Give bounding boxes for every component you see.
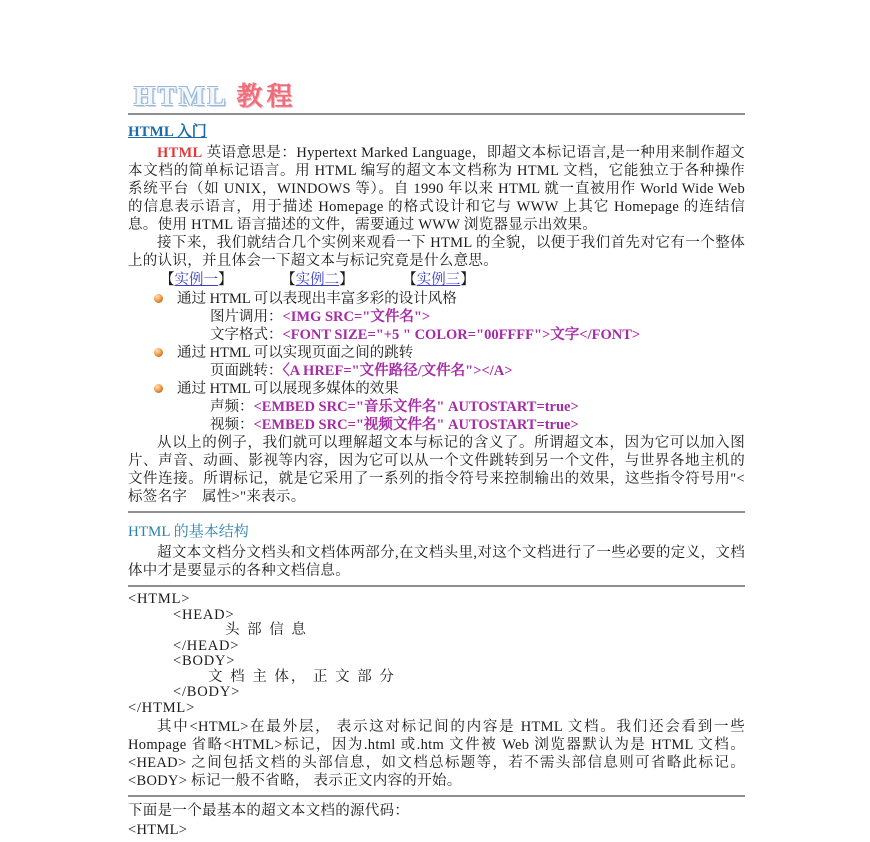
code-example-line [128, 308, 745, 326]
para-summary: 从以上的例子，我们就可以理解超文本与标记的含义了。所谓超文本，因为它可以加入图片、声音、动画、影视等内容，因为它可以从一个文件跳转到另一个文件，与世界各地主机的文件连接。所谓标记，就是它采用了一系列的指令符号来控制输出的效果，这些指令符号用"<标签名字 属性>"来表示。 [128, 435, 745, 505]
bracket-open: 【 [281, 272, 296, 288]
code-example-label: 页面跳转： [210, 363, 283, 379]
example-1 [160, 272, 233, 288]
para-intro-text: 英语意思是：Hypertext Marked Language，即超文本标记语言,是一种用来制作超文本文档的简单标记语言。用 HTML 编写的超文本文档称为 HTML 文档，它能独立于各种操作系统平台（如 UNIX，WINDOWS 等）。自 1990 年以来 HTML 就一直被用作 World Wide Web 的信息表示语言，用于描述 Homepage 的格式设计和它与 WWW 上其它 Homepage 的连结信息。使用 HTML 语言描述的文件，需要通过 WWW 浏览器显示出效果。 [128, 145, 745, 233]
code-line: <HTML> [128, 591, 191, 607]
code-example-label: 声频： [210, 399, 254, 415]
code-example-label: 视频： [210, 417, 254, 433]
code-snippet: <EMBED SRC="音乐文件名" AUTOSTART=true> [253, 399, 579, 415]
code-example-label: 图片调用： [210, 309, 283, 325]
code-line: </BODY> [173, 684, 241, 700]
bracket-open: 【 [402, 272, 417, 288]
orange-ball-bullet-icon [154, 294, 163, 303]
bullet-item [128, 344, 745, 362]
example-2-link[interactable]: 实例二 [295, 272, 340, 288]
footer-source-intro: 下面是一个最基本的超文本文档的源代码： [128, 803, 410, 819]
html-red-keyword: HTML [157, 145, 203, 161]
code-line: <HEAD> [173, 606, 235, 623]
code-line: 头 部 信 息 [225, 622, 308, 638]
divider-top [128, 113, 745, 115]
code-example-line [128, 416, 745, 434]
bullet-title: 通过 HTML 可以展现多媒体的效果 [177, 381, 399, 397]
bullet-item [128, 290, 745, 308]
heading-basic-structure: HTML 的基本结构 [128, 524, 249, 540]
code-line: <BODY> [173, 653, 236, 669]
bracket-close: 】 [339, 272, 354, 288]
example-links-row [128, 271, 745, 289]
orange-ball-bullet-icon [154, 384, 163, 393]
divider-codeblock [128, 585, 745, 587]
para-intro [128, 144, 745, 234]
code-snippet: <FONT SIZE="+5 " COLOR="00FFFF">文字</FONT> [282, 327, 641, 343]
code-snippet: <EMBED SRC="视频文件名" AUTOSTART=true> [253, 417, 579, 433]
para-explanation: 其中<HTML>在最外层， 表示这对标记间的内容是 HTML 文档。我们还会看到一些 Hompage 省略<HTML>标记，因为.html 或.htm 文件被 Web 浏览器默认为是 HTML 文档。<HEAD> 之间包括文档的头部信息，如文档总标题等，若不需头部信息则可省略此标记。<BODY> 标记一般不省略， 表示正文内容的开始。 [128, 719, 745, 789]
code-line: 文 档 主 体， 正 文 部 分 [208, 668, 396, 685]
code-line: </HTML> [128, 699, 196, 716]
code-snippet: <IMG SRC="文件名"> [282, 309, 431, 325]
bracket-close: 】 [218, 272, 233, 288]
para-structure: 超文本文档分文档头和文档体两部分,在文档头里,对这个文档进行了一些必要的定义，文档体中才是要显示的各种文档信息。 [128, 545, 745, 579]
heading-html-intro-link[interactable]: HTML 入门 [128, 124, 207, 140]
code-snippet: 〈A HREF="文件路径/文件名"></A> [282, 363, 513, 379]
bracket-open: 【 [160, 272, 175, 288]
bullet-title: 通过 HTML 可以实现页面之间的跳转 [177, 345, 414, 361]
example-1-link[interactable]: 实例一 [174, 272, 218, 288]
para-overview: 接下来，我们就结合几个实例来观看一下 HTML 的全貌，以便于我们首先对它有一个整体上的认识，并且体会一下超文本与标记究竟是什么意思。 [128, 235, 745, 269]
code-line: </HEAD> [173, 637, 240, 654]
html-skeleton-code-block [128, 592, 745, 716]
site-logo [134, 76, 745, 111]
example-3-link[interactable]: 实例三 [416, 272, 461, 288]
orange-ball-bullet-icon [154, 348, 163, 357]
divider-bottom [128, 795, 745, 797]
code-example-line [128, 398, 745, 416]
code-example-line [128, 326, 745, 344]
logo-html-text: HTML [134, 81, 229, 111]
bracket-close: 】 [460, 272, 475, 288]
example-2 [281, 272, 354, 288]
bullet-title: 通过 HTML 可以表现出丰富多彩的设计风格 [177, 291, 457, 307]
code-example-label: 文字格式： [210, 327, 283, 343]
example-3 [402, 272, 475, 288]
divider-section2 [128, 511, 745, 513]
footer-html-tag: <HTML> [128, 822, 188, 838]
code-example-line [128, 362, 745, 380]
bullet-item [128, 380, 745, 398]
logo-tutorial-text: 教程 [236, 82, 297, 111]
